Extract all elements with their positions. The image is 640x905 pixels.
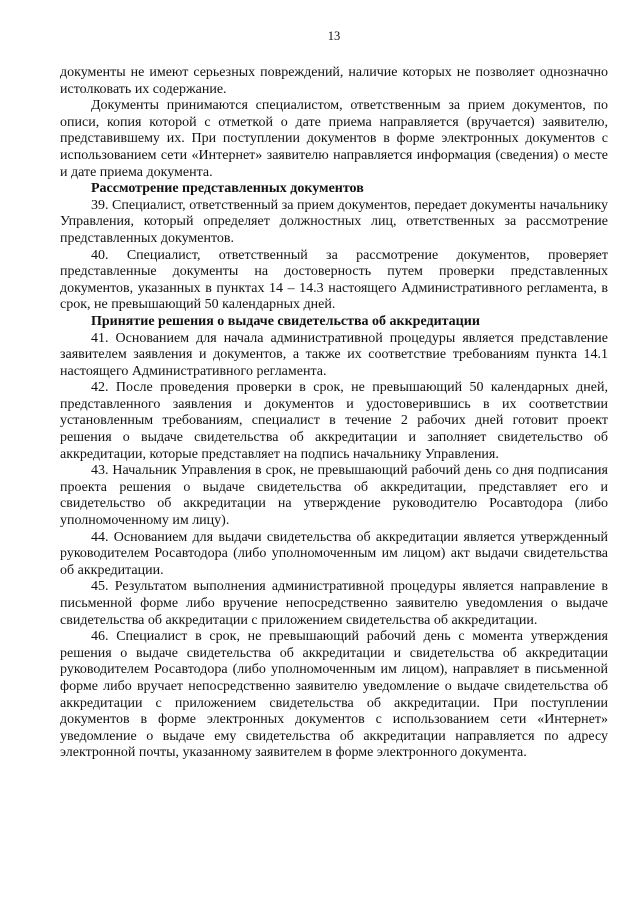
- page-number: 13: [327, 29, 341, 43]
- paragraph-42: 42. После проведения проверки в срок, не превышающий 50 календарных дней, представленного заявления и документов и удостоверившись в их соответствии установленным требованиям, специалист в течение 2 рабочих дней готовит проект решения о выдаче свидетельства об аккредитации и заполняет свидетельство об аккредитации, которые представляет на подпись начальнику Управления.: [60, 380, 608, 462]
- document-page: [60, 28, 608, 762]
- paragraph-40: 40. Специалист, ответственный за рассмотрение документов, проверяет представленные документы на достоверность путем проверки представленных документов, указанных в пунктах 14 – 14.3 настоящего Административного регламента, в срок, не превышающий 50 календарных дней.: [60, 247, 608, 313]
- paragraph-44: 44. Основанием для выдачи свидетельства об аккредитации является утвержденный руководителем Росавтодора (либо уполномоченным им лицом) акт выдачи свидетельства об аккредитации.: [60, 529, 608, 578]
- paragraph-45: 45. Результатом выполнения административной процедуры является направление в письменной форме либо вручение непосредственно заявителю уведомления о выдаче свидетельства об аккредитации с приложением свидетельства об аккредитации.: [60, 579, 608, 628]
- section-heading-review: Рассмотрение представленных документов: [91, 181, 364, 197]
- section-heading-decision: Принятие решения о выдаче свидетельства об аккредитации: [91, 313, 480, 329]
- paragraph-continuation: документы не имеют серьезных повреждений, наличие которых не позволяет однозначно истолковать их содержание.: [60, 65, 608, 97]
- paragraph-39: 39. Специалист, ответственный за прием документов, передает документы начальнику Управления, который определяет должностных лиц, ответственных за рассмотрение представленных документов.: [60, 197, 608, 246]
- paragraph-41: 41. Основанием для начала административной процедуры является представление заявителем заявления и документов, а также их соответствие требованиям пункта 14.1 настоящего Административного регламента.: [60, 330, 608, 379]
- paragraph-document-acceptance: Документы принимаются специалистом, ответственным за прием документов, по описи, копия которой с отметкой о дате приема направляется (вручается) заявителю, представившему их. При поступлении документов в форме электронных документов с использованием сети «Интернет» заявителю направляется информация (сведения) о месте и дате приема документа.: [60, 98, 608, 180]
- paragraph-46: 46. Специалист в срок, не превышающий рабочий день с момента утверждения решения о выдаче свидетельства об аккредитации и свидетельства об аккредитации руководителем Росавтодора (либо уполномоченным им лицом), направляет в письменной форме либо вручает непосредственно заявителю уведомление о выдаче свидетельства об аккредитации с приложением свидетельства об аккредитации. При поступлении документов в форме электронных документов с использованием сети «Интернет» уведомление о выдаче ему свидетельства об аккредитации направляется по адресу электронной почты, указанному заявителем в форме электронного документа.: [60, 629, 608, 761]
- paragraph-43: 43. Начальник Управления в срок, не превышающий рабочий день со дня подписания проекта решения о выдаче свидетельства об аккредитации, представляет его и свидетельство об аккредитации на утверждение руководителю Росавтодора (либо уполномоченному им лицу).: [60, 463, 608, 529]
